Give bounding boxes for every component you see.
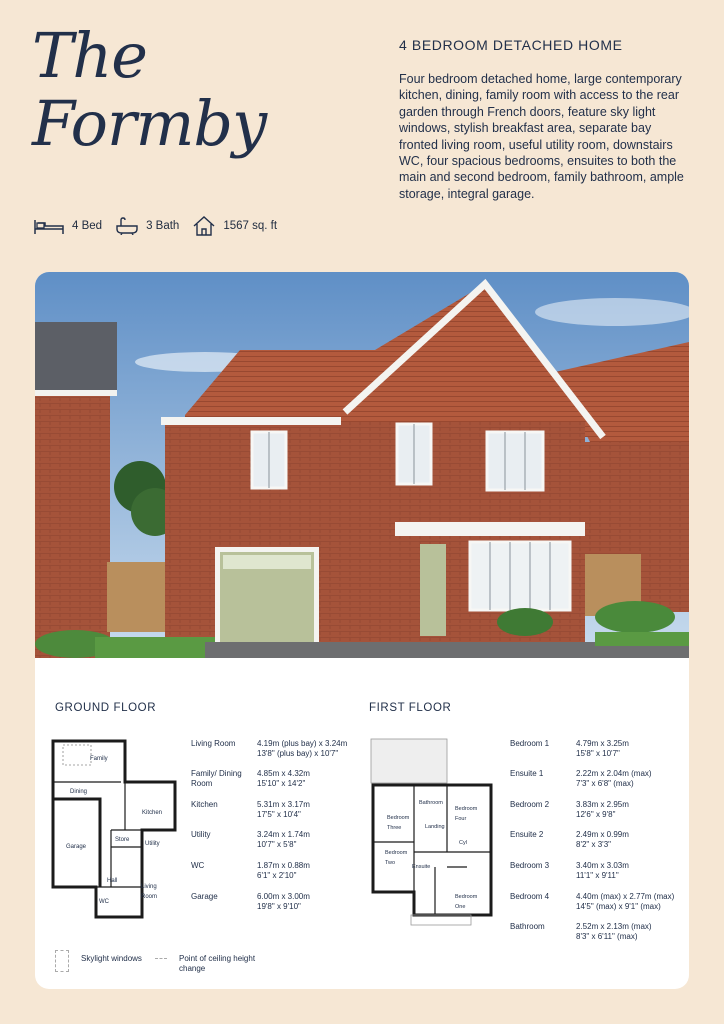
plan-label-ensuite: Ensuite [412, 864, 431, 870]
room-dim-imperial: 11'1" x 9'11" [576, 871, 619, 880]
room-dim [257, 861, 367, 881]
room-dim [257, 830, 367, 850]
room-dim [576, 830, 686, 850]
specs-row [34, 216, 277, 236]
plan-label-kitchen: Kitchen [142, 810, 163, 816]
ground-floor-title: GROUND FLOOR [55, 702, 157, 714]
room-dim-imperial: 6'1" x 2'10" [257, 871, 297, 880]
room-dim-imperial: 14'5" (max) x 9'1" (max) [576, 902, 661, 911]
room-dim-metric: 4.40m (max) x 2.77m (max) [576, 892, 675, 901]
room-dim-imperial: 17'5" x 10'4" [257, 810, 301, 819]
room-dim [257, 739, 367, 759]
room-dim-metric: 4.85m x 4.32m [257, 769, 310, 778]
house-photo [35, 272, 689, 658]
room-name: Utility [191, 830, 211, 839]
room-dim-metric: 6.00m x 3.00m [257, 892, 310, 901]
room-dim-metric: 2.52m x 2.13m (max) [576, 922, 652, 931]
room-dim-metric: 4.19m (plus bay) x 3.24m [257, 739, 348, 748]
room-dim-imperial: 15'8" x 10'7" [576, 749, 620, 758]
plan-label-hall: Hall [107, 878, 118, 884]
room-dim-imperial: 13'8" (plus bay) x 10'7" [257, 749, 339, 758]
plan-label-bedroom-one: Bedroom One [455, 894, 478, 910]
plan-label-wc: WC [99, 899, 109, 905]
room-dim-metric: 3.24m x 1.74m [257, 830, 310, 839]
legend-skylight: Skylight windows [81, 954, 142, 963]
room-dim-metric: 2.49m x 0.99m [576, 830, 629, 839]
first-floor-title: FIRST FLOOR [369, 702, 452, 714]
room-dim [576, 739, 686, 759]
room-name: WC [191, 861, 205, 870]
bath-icon [116, 217, 138, 235]
spec-area [193, 216, 277, 236]
room-name: Bedroom 4 [510, 892, 550, 901]
room-dim [576, 892, 686, 912]
room-dim-metric: 1.87m x 0.88m [257, 861, 310, 870]
description: Four bedroom detached home, large contemporary kitchen, dining, family room with access to the rear garden through French doors, feature sky light windows, stylish breakfast area, separate bay fronted living room, useful utility room, downstairs WC, four spacious bedrooms, ensuites to both the main and second bedroom, family bathroom, ample storage, integral garage. [399, 72, 684, 201]
room-name: Ensuite 2 [510, 830, 544, 839]
plan-label-landing: Landing [425, 824, 445, 830]
plan-label-bedroom-two: Bedroom Two [385, 850, 408, 866]
plan-label-utility: Utility [145, 841, 160, 847]
legend-ceiling: Point of ceiling height change [179, 954, 256, 973]
legend-skylight-swatch [55, 950, 69, 972]
room-name: Family/ Dining Room [191, 769, 242, 788]
baths-label: 3 Bath [146, 220, 180, 232]
room-dim [576, 861, 686, 881]
plan-label-family: Family [90, 756, 108, 762]
plan-label-dining: Dining [70, 789, 88, 795]
room-name: Bedroom 1 [510, 739, 550, 748]
title-line-1: The [32, 19, 147, 92]
room-dim [576, 922, 686, 942]
title-line-2: Formby [32, 87, 267, 160]
room-dim-imperial: 8'3" x 6'11" (max) [576, 932, 638, 941]
page-title [32, 19, 267, 160]
room-dim-metric: 3.83m x 2.95m [576, 800, 629, 809]
room-dim [257, 800, 367, 820]
room-dim-imperial: 8'2" x 3'3" [576, 840, 611, 849]
plan-label-cyl: Cyl [459, 840, 467, 846]
room-dim-metric: 2.22m x 2.04m (max) [576, 769, 652, 778]
room-name: Living Room [191, 739, 236, 748]
room-dim-metric: 4.79m x 3.25m [576, 739, 629, 748]
plan-label-bathroom: Bathroom [419, 800, 443, 806]
room-dim-imperial: 19'8" x 9'10" [257, 902, 301, 911]
room-dim-metric: 3.40m x 3.03m [576, 861, 629, 870]
room-name: Bedroom 2 [510, 800, 550, 809]
spec-beds [34, 217, 102, 235]
beds-label: 4 Bed [72, 220, 103, 232]
plan-label-living: Living Room [141, 884, 158, 900]
ground-floor-plan [49, 727, 179, 927]
plan-label-store: Store [115, 837, 130, 843]
room-dim-imperial: 10'7" x 5'8" [257, 840, 297, 849]
house-icon [193, 216, 215, 236]
room-dim-metric: 5.31m x 3.17m [257, 800, 310, 809]
room-name: Ensuite 1 [510, 769, 544, 778]
plan-label-bedroom-three: Bedroom Three [387, 815, 410, 831]
room-dim [257, 769, 367, 789]
room-dim [257, 892, 367, 912]
spec-baths [116, 217, 179, 235]
plan-label-garage: Garage [66, 844, 87, 850]
room-name: Kitchen [191, 800, 218, 809]
room-dim-imperial: 7'3" x 6'8" (max) [576, 779, 634, 788]
room-dim [576, 769, 686, 789]
area-label: 1567 sq. ft [223, 220, 278, 232]
room-name: Garage [191, 892, 218, 901]
room-name: Bathroom [510, 922, 545, 931]
room-dim-imperial: 12'6" x 9'8" [576, 810, 616, 819]
plan-label-bedroom-four: Bedroom Four [455, 806, 478, 822]
subtitle: 4 BEDROOM DETACHED HOME [399, 37, 623, 53]
room-name: Bedroom 3 [510, 861, 550, 870]
room-dim-imperial: 15'10" x 14'2" [257, 779, 306, 788]
bed-icon [34, 217, 64, 235]
room-dim [576, 800, 686, 820]
legend-ceiling-line [155, 958, 167, 959]
floorplan-card [35, 272, 689, 989]
